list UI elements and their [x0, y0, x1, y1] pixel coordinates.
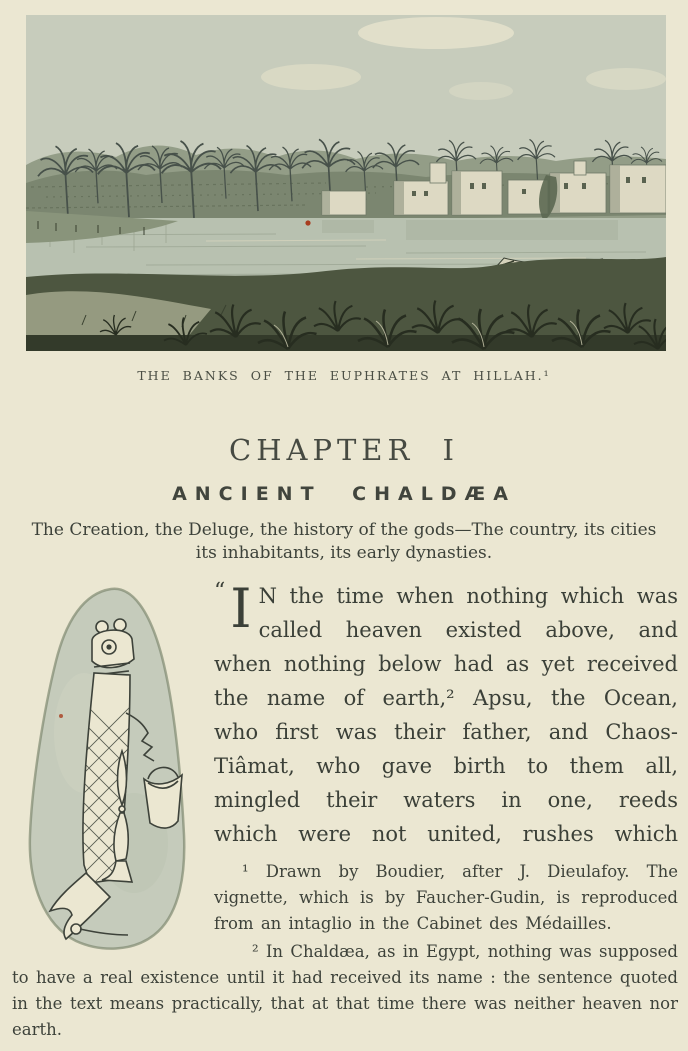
dropcap-block: [214, 577, 252, 645]
page-content: [0, 579, 688, 1043]
fish-man-vignette: [14, 583, 198, 955]
argument-line-1: The Creation, the Deluge, the history of the gods—The country, its cities: [31, 520, 657, 540]
chapter-title: CHAPTER I: [229, 433, 459, 467]
euphrates-illustration: [26, 15, 666, 351]
chapter-argument: [0, 519, 688, 565]
plate-caption: THE BANKS OF THE EUPHRATES AT HILLAH.¹: [137, 368, 551, 383]
open-quote: “: [214, 579, 226, 604]
chapter-subtitle: ANCIENT CHALDÆA: [172, 483, 516, 505]
red-ink-spot: [305, 220, 310, 225]
argument-line-2: its inhabitants, its early dynasties.: [195, 543, 493, 563]
footnote-1: ¹ Drawn by Boudier, after J. Dieulafoy. The vignette, which is by Faucher-Gudin, is reproduced from an intaglio in the Cabinet des Médailles.: [214, 862, 678, 933]
paragraph-text: N the time when nothing which was called heaven existed above, and when nothing below had as yet received the name of earth,² Apsu, the Ocean, who first was their father, and Chaos-Tiâmat, who gave birth to them all, mingled their waters in one, reeds which were not united, rushes which: [214, 584, 678, 846]
euphrates-illustration-svg: [26, 15, 666, 351]
dropcap-letter: I: [230, 577, 252, 640]
footnote-2: ² In Chaldæa, as in Egypt, nothing was supposed to have a real existence until it had received its name : the sentence quoted in the text means practically, that at that time there was neither heaven nor earth.: [12, 942, 678, 1039]
